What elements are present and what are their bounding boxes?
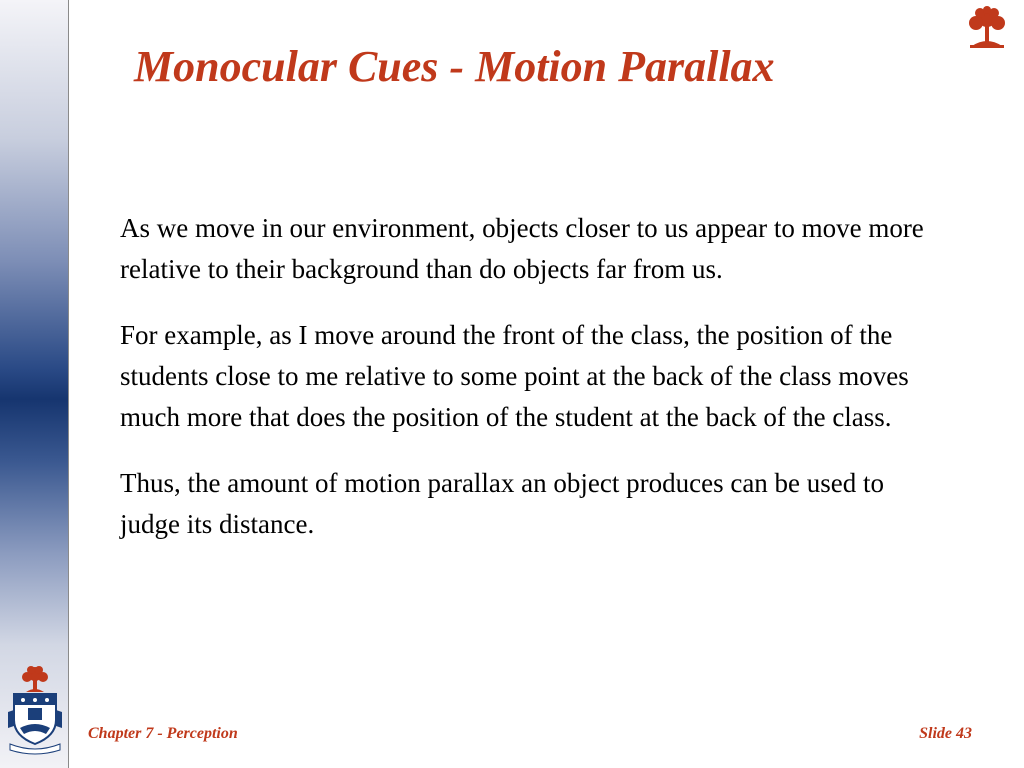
slide-title: Monocular Cues - Motion Parallax <box>134 42 775 91</box>
body-paragraph: For example, as I move around the front of the class, the position of the students close to me relative to some point at the back of the class moves much more that does the position of the student at the back of the class. <box>120 320 909 432</box>
slide-body <box>120 208 950 570</box>
tree-icon <box>964 6 1010 50</box>
sidebar-gradient <box>0 0 69 768</box>
body-paragraph: Thus, the amount of motion parallax an object produces can be used to judge its distance. <box>120 468 885 539</box>
university-crest-icon <box>6 664 64 756</box>
footer-slide-number: Slide 43 <box>919 725 972 742</box>
footer-chapter: Chapter 7 - Perception <box>88 725 238 742</box>
body-paragraph: As we move in our environment, objects closer to us appear to move more relative to their background than do objects far from us. <box>120 213 924 284</box>
